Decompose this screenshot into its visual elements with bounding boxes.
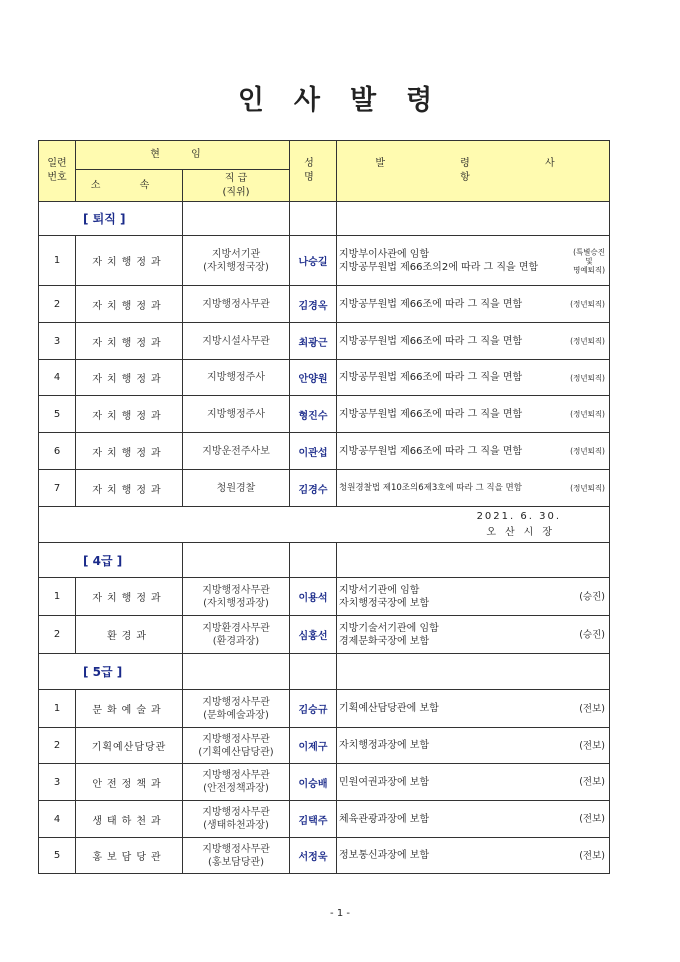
row-number: 6 [39,433,76,470]
row-number: 4 [39,801,76,838]
table-row [39,764,610,801]
row-rank [183,360,290,396]
section-name-empty [290,654,337,690]
row-order-text: 청원경찰법 제10조의6제3호에 따라 그 직을 면함 [339,482,522,493]
row-order-text: 지방서기관에 임함 자치행정국장에 보함 [339,584,430,609]
table-row [39,396,610,433]
row-number: 2 [39,728,76,764]
row-rank-text: 지방행정사무관 (생태하천과장) [202,807,270,831]
row-order [337,396,610,433]
table-row [39,728,610,764]
row-rank-text: 지방행정사무관 (안전정책과장) [202,770,270,794]
header-order: 발 령 사 항 [337,141,610,202]
table-row [39,360,610,396]
row-rank [183,616,290,654]
row-dept: 문화예술과 [76,690,183,728]
table-row [39,470,610,507]
personnel-order-table [38,140,610,874]
row-rank [183,470,290,507]
row-order [337,578,610,616]
row-number: 2 [39,286,76,323]
row-order-note: (전보) [579,703,605,714]
date-row [39,507,610,543]
row-rank [183,396,290,433]
row-order-text: 체육관광과장에 보함 [339,813,430,825]
row-number: 3 [39,323,76,360]
date-signer-cell [39,507,610,543]
row-rank [183,578,290,616]
section-row [39,543,610,578]
row-order-text: 기획예산담당관에 보함 [339,703,439,714]
row-name: 안양원 [290,360,337,396]
row-order [337,764,610,801]
row-rank [183,801,290,838]
row-rank [183,433,290,470]
row-order [337,801,610,838]
row-number: 4 [39,360,76,396]
row-rank-text: 지방행정사무관 (문화예술과장) [202,696,270,721]
row-order-note: (승진) [579,591,605,602]
row-rank-text: 지방행정주사 [207,408,265,420]
row-dept: 기획예산담당관 [76,728,183,764]
row-order-note: (정년퇴직) [570,483,605,493]
row-name: 김승규 [290,690,337,728]
row-name: 형진수 [290,396,337,433]
section-label: [ 4급 ] [39,543,183,578]
row-number: 7 [39,470,76,507]
row-order-text: 자치행정과장에 보함 [339,740,430,751]
row-rank [183,838,290,874]
section-order-empty [337,654,610,690]
row-rank [183,236,290,286]
section-rank-empty [183,202,290,236]
row-order-text: 지방공무원법 제66조에 따라 그 직을 면함 [339,335,523,347]
row-order-text: 정보통신과장에 보함 [339,850,430,861]
row-order-text: 민원여권과장에 보함 [339,776,430,788]
row-order [337,323,610,360]
table-row [39,838,610,874]
row-rank-text: 지방운전주사보 [202,445,270,457]
header-name: 성 명 [290,141,337,202]
row-order-text: 지방공무원법 제66조에 따라 그 직을 면함 [339,372,523,383]
row-order-note: (전보) [579,850,605,861]
row-order-note: (정년퇴직) [570,336,605,346]
row-rank-text: 지방환경사무관 (환경과장) [202,622,270,647]
row-order-text: 지방부이사관에 임함 지방공무원법 제66조의2에 따라 그 직을 면함 [339,248,539,273]
row-dept: 자치행정과 [76,286,183,323]
section-rank-empty [183,654,290,690]
row-order-note: (정년퇴직) [570,409,605,419]
row-number: 5 [39,838,76,874]
row-name: 이승배 [290,764,337,801]
row-order-note: (정년퇴직) [570,446,605,456]
row-order-note: (정년퇴직) [570,373,605,382]
row-dept: 안전정책과 [76,764,183,801]
header-current: 현 임 [76,141,290,170]
row-number: 1 [39,578,76,616]
section-order-empty [337,202,610,236]
row-order [337,286,610,323]
table-row [39,690,610,728]
row-name: 이용석 [290,578,337,616]
row-rank-text: 지방시설사무관 [202,335,270,347]
row-order [337,690,610,728]
row-rank-text: 지방행정사무관 (기획예산담당관) [198,733,274,758]
section-order-empty [337,543,610,578]
table-row [39,801,610,838]
row-order-text: 지방공무원법 제66조에 따라 그 직을 면함 [339,408,523,420]
section-label: [ 퇴직 ] [39,202,183,236]
row-order-note: (승진) [579,629,605,640]
row-dept: 자치행정과 [76,578,183,616]
row-name: 김택주 [290,801,337,838]
order-date: 2021. 6. 30. [476,510,561,522]
row-number: 1 [39,690,76,728]
page-title: 인사발령 [237,85,463,116]
row-rank [183,764,290,801]
section-label: [ 5급 ] [39,654,183,690]
row-order [337,236,610,286]
row-name: 서정욱 [290,838,337,874]
row-rank [183,728,290,764]
row-order-note: (전보) [579,813,605,825]
row-dept: 생태하천과 [76,801,183,838]
row-order-note: (정년퇴직) [570,299,605,309]
table-row [39,323,610,360]
section-rank-empty [183,543,290,578]
row-name: 김경옥 [290,286,337,323]
row-order-text: 지방공무원법 제66조에 따라 그 직을 면함 [339,445,523,457]
row-number: 1 [39,236,76,286]
row-name: 심홍선 [290,616,337,654]
row-rank-text: 청원경찰 [216,482,256,494]
signer: 오산시장 [486,526,561,538]
row-rank-text: 지방서기관 (자치행정국장) [203,248,269,273]
row-order [337,616,610,654]
row-rank [183,286,290,323]
row-name: 이제구 [290,728,337,764]
row-dept: 자치행정과 [76,433,183,470]
table-row [39,433,610,470]
row-number: 2 [39,616,76,654]
row-rank [183,690,290,728]
page-number: - 1 - [330,908,350,919]
section-name-empty [290,543,337,578]
row-order-text: 지방기술서기관에 임함 경제문화국장에 보함 [339,622,439,647]
row-order-text: 지방공무원법 제66조에 따라 그 직을 면함 [339,298,523,310]
row-rank-text: 지방행정사무관 (홍보담당관) [202,843,270,868]
row-order [337,728,610,764]
header-rank: 직 급 (직위) [183,170,290,202]
row-dept: 환경과 [76,616,183,654]
row-dept: 자치행정과 [76,236,183,286]
header-dept: 소 속 [76,170,183,202]
row-dept: 자치행정과 [76,396,183,433]
row-name: 이관섭 [290,433,337,470]
section-row [39,202,610,236]
row-order [337,470,610,507]
section-name-empty [290,202,337,236]
row-number: 5 [39,396,76,433]
row-name: 김경수 [290,470,337,507]
table-row [39,236,610,286]
row-dept: 홍보담당관 [76,838,183,874]
row-order-note: (특별승진 및 명예퇴직) [573,247,605,274]
row-name: 최광근 [290,323,337,360]
row-name: 나승길 [290,236,337,286]
table-row [39,578,610,616]
row-dept: 자치행정과 [76,323,183,360]
row-rank [183,323,290,360]
header-order-no: 일련 번호 [39,141,76,202]
row-number: 3 [39,764,76,801]
row-order [337,433,610,470]
row-rank-text: 지방행정사무관 (자치행정과장) [202,584,270,609]
row-dept: 자치행정과 [76,360,183,396]
row-rank-text: 지방행정사무관 [202,298,270,310]
row-dept: 자치행정과 [76,470,183,507]
row-order [337,838,610,874]
section-row [39,654,610,690]
table-row [39,286,610,323]
row-rank-text: 지방행정주사 [207,372,265,383]
row-order [337,360,610,396]
row-order-note: (전보) [579,776,605,788]
table-row [39,616,610,654]
row-order-note: (전보) [579,740,605,751]
